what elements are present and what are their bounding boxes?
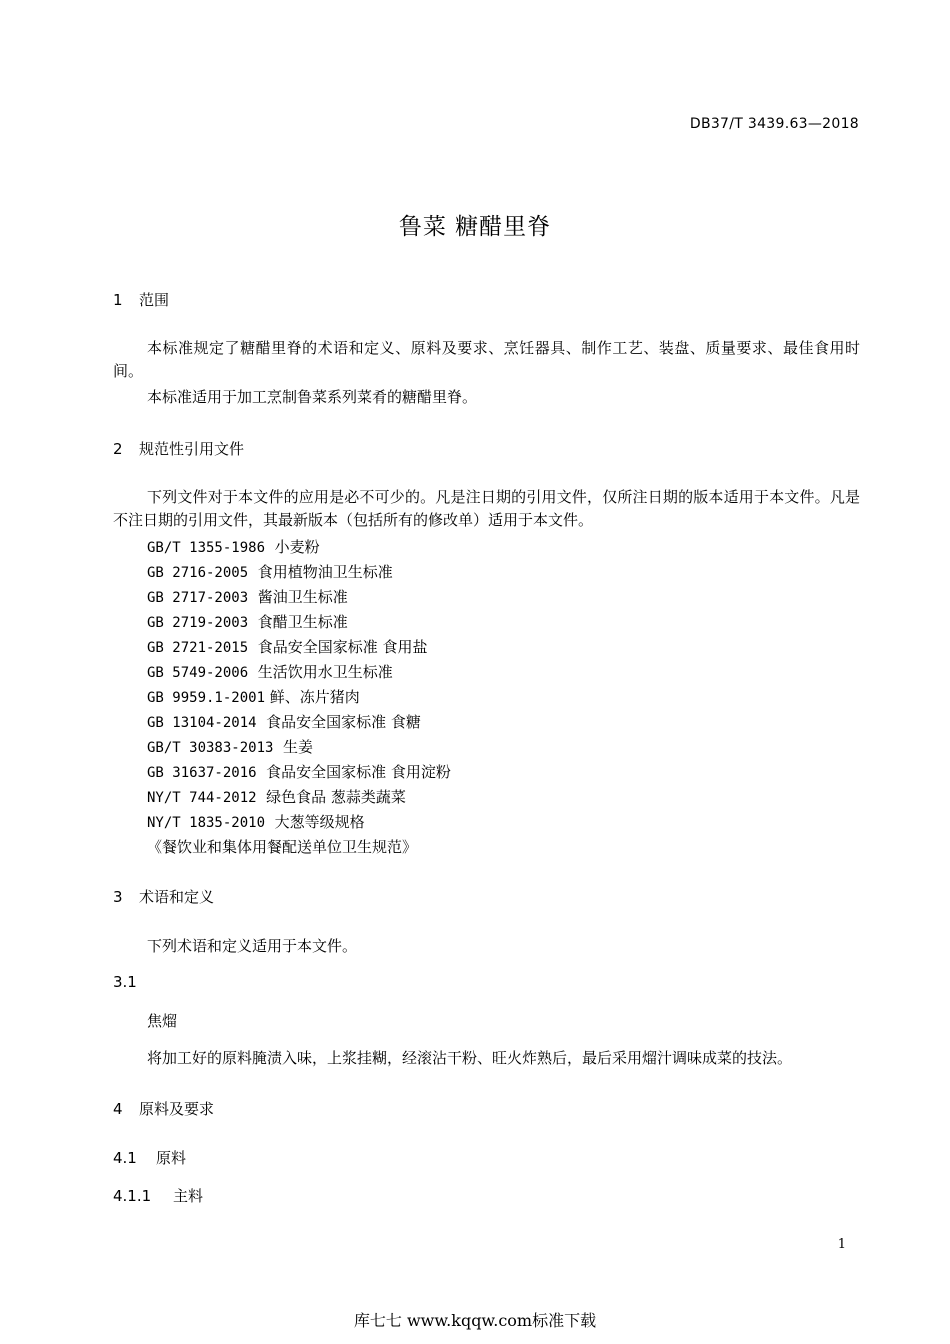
scope-paragraph-2: 本标准适用于加工烹制鲁菜系列菜肴的糖醋里脊。: [147, 388, 478, 406]
section-4-1-number: 4.1: [113, 1149, 137, 1167]
page-number: 1: [837, 1237, 846, 1252]
reference-name: 绿色食品 葱蒜类蔬菜: [266, 788, 406, 806]
reference-item: [147, 711, 421, 732]
section-3-heading: [113, 886, 214, 907]
reference-name: 食品安全国家标准 食用盐: [257, 638, 428, 656]
reference-item: [147, 686, 360, 707]
standard-code: DB37/T 3439.63—2018: [689, 116, 859, 132]
terms-intro: 下列术语和定义适用于本文件。: [147, 937, 358, 955]
reference-item: [147, 536, 320, 557]
reference-item: [147, 561, 393, 582]
reference-item: [147, 661, 393, 682]
reference-item: [147, 586, 348, 607]
scope-paragraph-1: 本标准规定了糖醋里脊的术语和定义、原料及要求、烹饪器具、制作工艺、装盘、质量要求、最佳食用时间。: [113, 339, 860, 380]
references-intro: 下列文件对于本文件的应用是必不可少的。凡是注日期的引用文件，仅所注日期的版本适用于本文件。凡是不注日期的引用文件，其最新版本（包括所有的修改单）适用于本文件。: [113, 488, 860, 529]
section-4-1-title: 原料: [156, 1149, 187, 1167]
reference-name: 生姜: [282, 738, 313, 756]
reference-name: 食用植物油卫生标准: [257, 563, 393, 581]
reference-code: GB/T 1355-1986: [147, 540, 266, 556]
section-2-number: 2: [113, 440, 123, 458]
section-1-heading: [113, 289, 169, 310]
reference-code: GB 31637-2016: [147, 765, 257, 781]
reference-name: 食醋卫生标准: [257, 613, 348, 631]
reference-name: 生活饮用水卫生标准: [257, 663, 393, 681]
reference-code: GB/T 30383-2013: [147, 740, 274, 756]
reference-code: GB 2719-2003: [147, 615, 249, 631]
section-2-title: 规范性引用文件: [139, 440, 245, 458]
section-4-title: 原料及要求: [139, 1100, 215, 1118]
reference-code: GB 2716-2005: [147, 565, 249, 581]
footer-watermark: 库七七 www.kqqw.com标准下载: [353, 1311, 597, 1330]
section-4-number: 4: [113, 1100, 123, 1118]
section-1-title: 范围: [139, 291, 170, 309]
reference-name: 鲜、冻片猪肉: [269, 688, 360, 706]
reference-code: NY/T 744-2012: [147, 790, 257, 806]
term-definition: 将加工好的原料腌渍入味，上浆挂糊，经滚沾干粉、旺火炸熟后，最后采用熘汁调味成菜的技法。: [147, 1049, 793, 1067]
section-4-1-heading: [113, 1147, 186, 1168]
section-4-1-1-heading: [113, 1185, 203, 1206]
reference-code: NY/T 1835-2010: [147, 815, 266, 831]
reference-code: GB 5749-2006: [147, 665, 249, 681]
reference-item: [147, 786, 406, 807]
reference-name: 酱油卫生标准: [257, 588, 348, 606]
reference-code: GB 13104-2014: [147, 715, 257, 731]
reference-item: [147, 811, 365, 832]
reference-name: 食品安全国家标准 食糖: [266, 713, 421, 731]
term-jiaoliu: 焦熘: [147, 1012, 178, 1030]
section-4-1-1-title: 主料: [173, 1187, 204, 1205]
reference-item: [147, 761, 451, 782]
reference-name: 大葱等级规格: [274, 813, 365, 831]
reference-code: GB 9959.1-2001: [147, 690, 266, 706]
clause-3-1-number: 3.1: [113, 973, 137, 991]
section-1-number: 1: [113, 291, 123, 309]
reference-item: [147, 836, 417, 857]
reference-name: 《餐饮业和集体用餐配送单位卫生规范》: [147, 838, 418, 856]
reference-name: 小麦粉: [274, 538, 320, 556]
reference-code: GB 2721-2015: [147, 640, 249, 656]
section-4-1-1-number: 4.1.1: [113, 1187, 152, 1205]
reference-item: [147, 736, 313, 757]
document-title: 鲁菜 糖醋里脊: [398, 214, 552, 240]
section-3-number: 3: [113, 888, 123, 906]
reference-item: [147, 611, 348, 632]
section-4-heading: [113, 1098, 214, 1119]
reference-item: [147, 636, 427, 657]
reference-code: GB 2717-2003: [147, 590, 249, 606]
section-3-title: 术语和定义: [139, 888, 215, 906]
section-2-heading: [113, 438, 244, 459]
reference-name: 食品安全国家标准 食用淀粉: [266, 763, 451, 781]
